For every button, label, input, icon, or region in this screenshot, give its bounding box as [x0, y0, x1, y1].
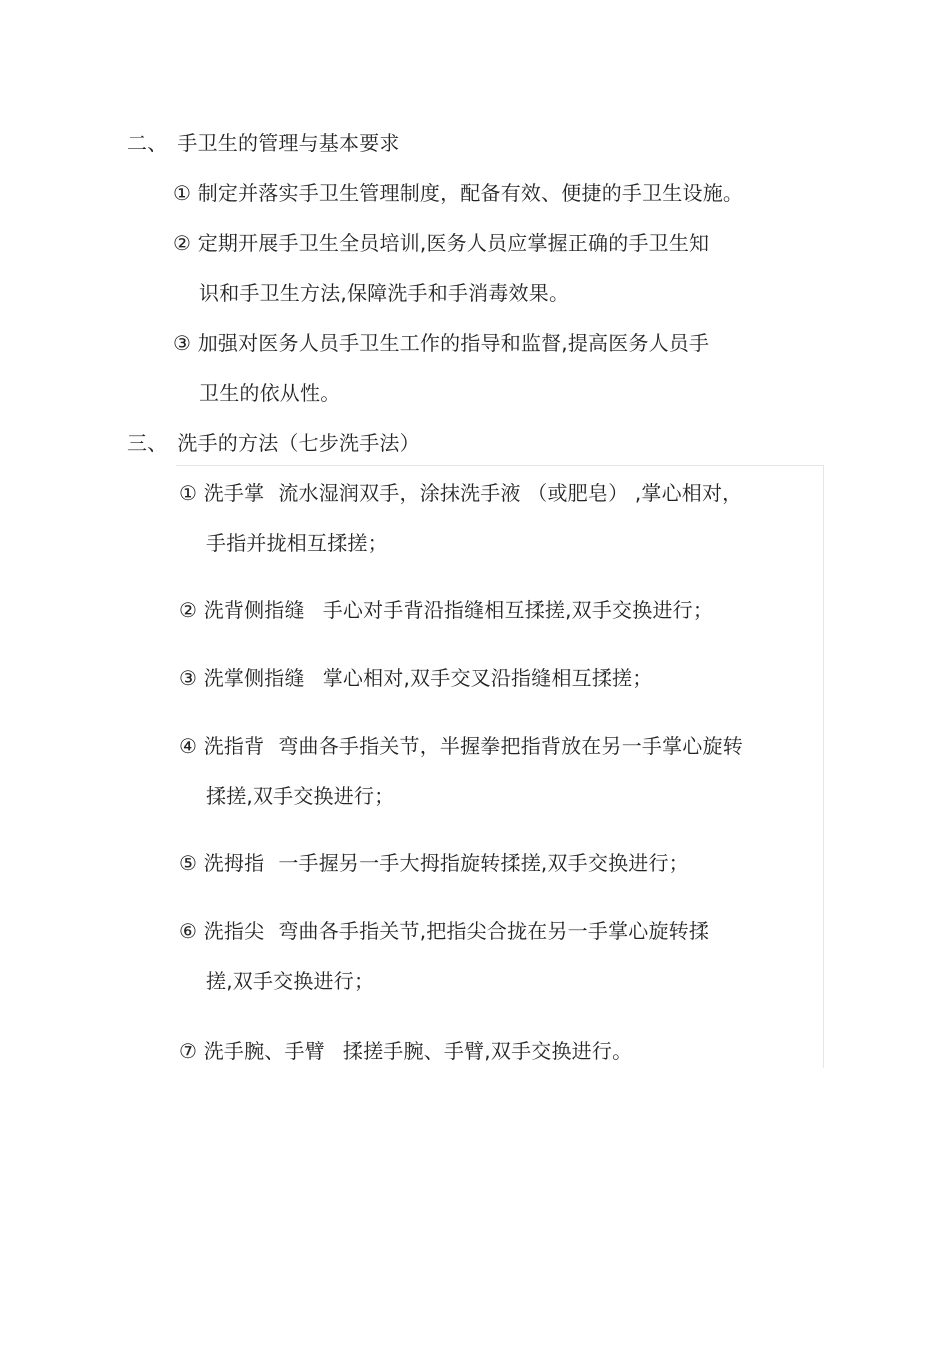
step-6: [179, 918, 709, 944]
section-3-heading: [127, 430, 420, 456]
step-5: [179, 850, 689, 876]
item-marker: ②: [173, 231, 192, 255]
step-marker: ①: [179, 481, 198, 505]
step-text: 弯曲各手指关节,把指尖合拢在另一手掌心旋转揉: [278, 919, 710, 943]
section-2-heading: [127, 130, 400, 156]
section-2-title: 手卫生的管理与基本要求: [177, 131, 400, 155]
section-2-item-1: [173, 180, 743, 206]
step-7: [179, 1038, 632, 1064]
section-2-item-3: [173, 330, 709, 356]
step-text: 手心对手背沿指缝相互揉搓,双手交换进行；: [322, 598, 714, 622]
item-text: 定期开展手卫生全员培训,医务人员应掌握正确的手卫生知: [197, 231, 710, 255]
section-2-item-3-continuation: 卫生的依从性。: [199, 381, 341, 405]
step-name: 洗拇指: [203, 851, 265, 875]
section-3-title: 洗手的方法（七步洗手法）: [177, 431, 420, 455]
step-3: [179, 665, 652, 691]
section-2-item-2-continuation: 识和手卫生方法,保障洗手和手消毒效果。: [199, 281, 570, 305]
step-name: 洗指背: [203, 734, 265, 758]
step-text: 弯曲各手指关节，半握拳把指背放在另一手掌心旋转: [278, 734, 743, 758]
step-text: 一手握另一手大拇指旋转揉搓,双手交换进行；: [278, 851, 689, 875]
step-name: 洗背侧指缝: [203, 598, 305, 622]
section-2-item-2: [173, 230, 709, 256]
step-text: 流水湿润双手，涂抹洗手液 （或肥皂） ,掌心相对，: [278, 481, 743, 505]
item-text: 制定并落实手卫生管理制度，配备有效、便捷的手卫生设施。: [197, 181, 744, 205]
step-6-continuation: 搓,双手交换进行；: [206, 969, 375, 993]
step-2: [179, 597, 713, 623]
step-marker: ②: [179, 598, 198, 622]
step-1-continuation: 手指并拢相互揉搓；: [206, 531, 388, 555]
step-name: 洗指尖: [203, 919, 265, 943]
step-name: 洗手掌: [203, 481, 265, 505]
step-marker: ⑥: [179, 919, 198, 943]
step-text: 掌心相对,双手交叉沿指缝相互揉搓；: [322, 666, 653, 690]
step-text: 揉搓手腕、手臂,双手交换进行。: [342, 1039, 633, 1063]
item-marker: ③: [173, 331, 192, 355]
step-marker: ⑦: [179, 1039, 198, 1063]
step-marker: ⑤: [179, 851, 198, 875]
step-4: [179, 733, 743, 759]
step-marker: ④: [179, 734, 198, 758]
step-4-continuation: 揉搓,双手交换进行；: [206, 784, 395, 808]
step-marker: ③: [179, 666, 198, 690]
section-3-number: 三、: [127, 431, 168, 455]
step-name: 洗手腕、手臂: [203, 1039, 325, 1063]
section-2-number: 二、: [127, 131, 168, 155]
item-text: 加强对医务人员手卫生工作的指导和监督,提高医务人员手: [197, 331, 710, 355]
step-1: [179, 480, 742, 506]
item-marker: ①: [173, 181, 192, 205]
step-name: 洗掌侧指缝: [203, 666, 305, 690]
